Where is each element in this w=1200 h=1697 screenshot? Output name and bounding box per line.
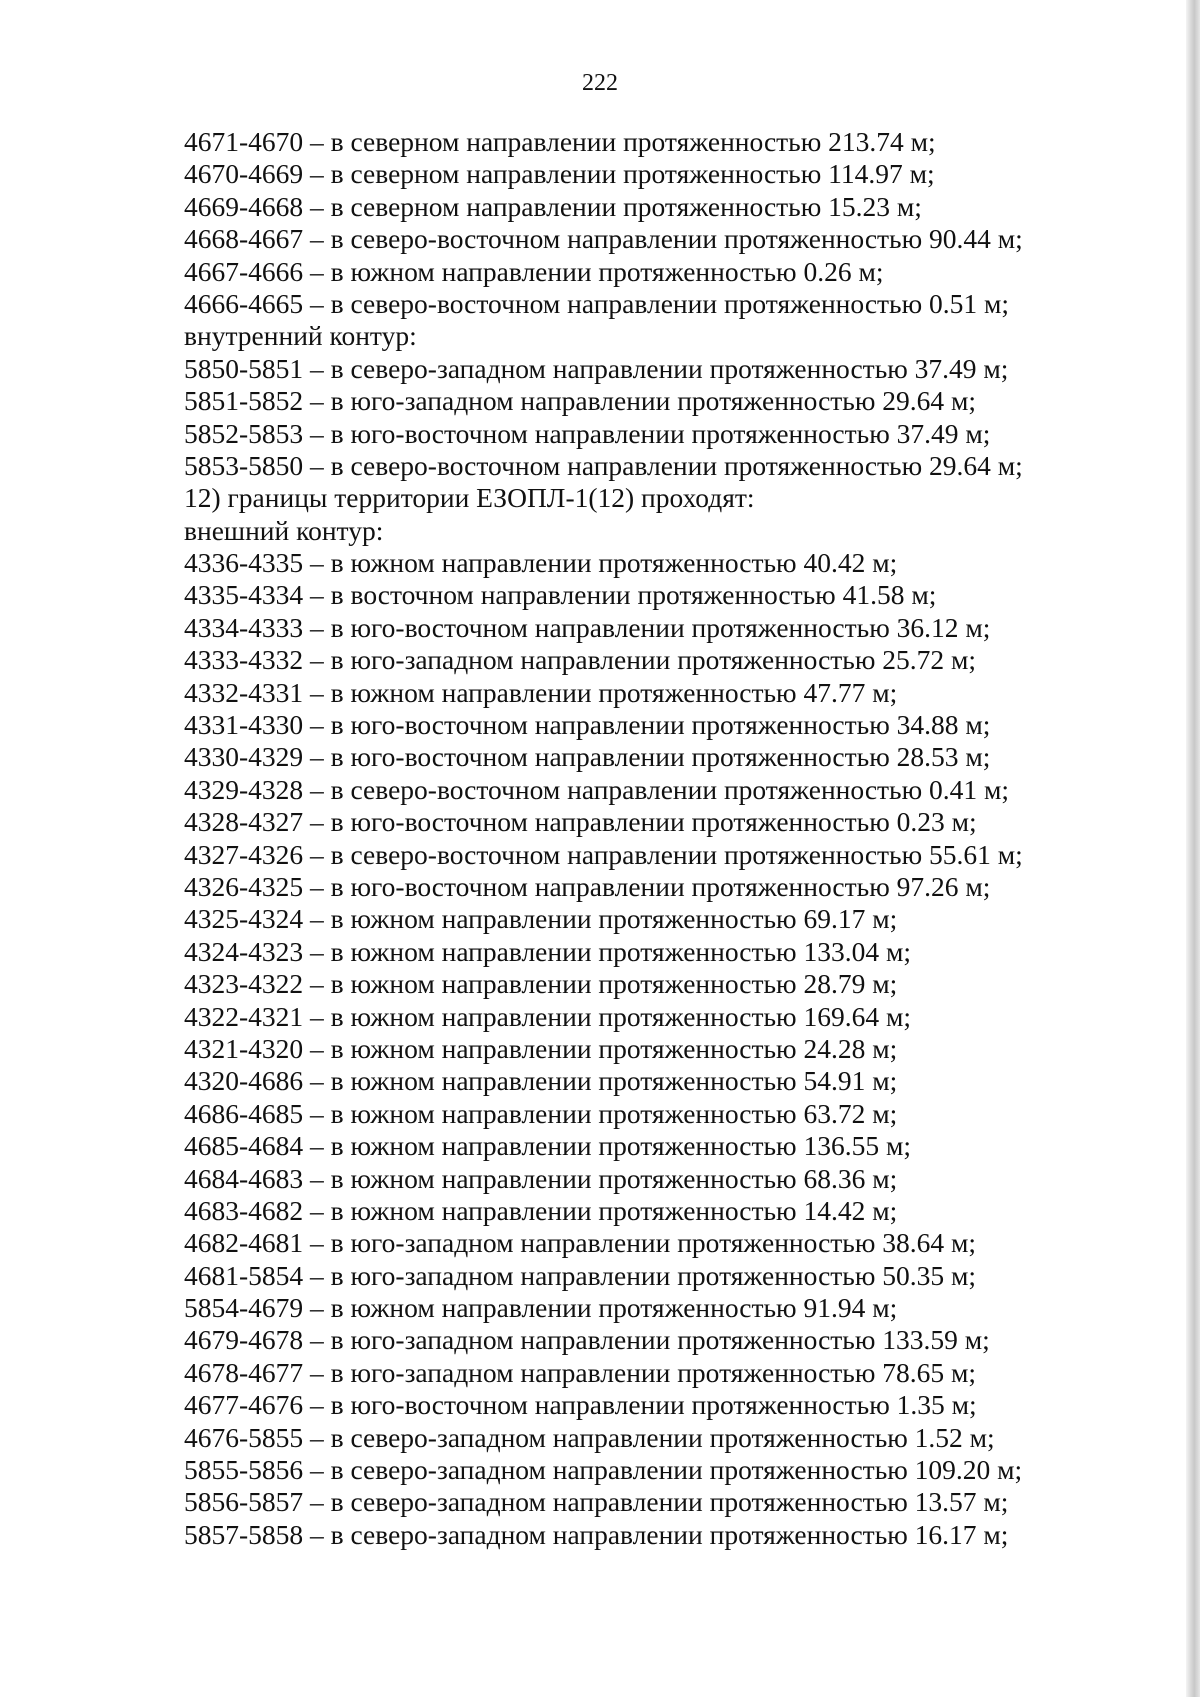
text-line: 5857-5858 – в северо-западном направлении протяженностью 16.17 м; [184,1518,1009,1550]
text-line: 4676-5855 – в северо-западном направлении протяженностью 1.52 м; [184,1421,995,1453]
text-line: 4329-4328 – в северо-восточном направлении протяженностью 0.41 м; [184,773,1010,805]
text-line: 4322-4321 – в южном направлении протяженностью 169.64 м; [184,1000,912,1032]
text-line: 4681-5854 – в юго-западном направлении протяженностью 50.35 м; [184,1259,977,1291]
text-line: 4326-4325 – в юго-восточном направлении протяженностью 97.26 м; [184,870,991,902]
text-line: 5850-5851 – в северо-западном направлении протяженностью 37.49 м; [184,352,1009,384]
text-line: 4683-4682 – в южном направлении протяженностью 14.42 м; [184,1194,898,1226]
text-line: 4668-4667 – в северо-восточном направлении протяженностью 90.44 м; [184,223,1023,255]
text-line: 4321-4320 – в южном направлении протяженностью 24.28 м; [184,1032,898,1064]
text-line: 4325-4324 – в южном направлении протяженностью 69.17 м; [184,903,898,935]
text-line: внутренний контур: [184,320,417,352]
text-line: 4328-4327 – в юго-восточном направлении протяженностью 0.23 м; [184,806,977,838]
text-line: 5855-5856 – в северо-западном направлении протяженностью 109.20 м; [184,1454,1023,1486]
text-line: 4323-4322 – в южном направлении протяженностью 28.79 м; [184,968,898,1000]
text-line: 4324-4323 – в южном направлении протяженностью 133.04 м; [184,935,912,967]
text-line: 4684-4683 – в южном направлении протяженностью 68.36 м; [184,1162,898,1194]
text-line: 4678-4677 – в юго-западном направлении протяженностью 78.65 м; [184,1356,977,1388]
text-line: 12) границы территории ЕЗОПЛ-1(12) проходят: [184,482,755,514]
text-line: 4671-4670 – в северном направлении протяженностью 213.74 м; [184,126,936,157]
text-line: 5853-5850 – в северо-восточном направлении протяженностью 29.64 м; [184,449,1023,481]
text-line: 4679-4678 – в юго-западном направлении протяженностью 133.59 м; [184,1324,990,1356]
page-number: 222 [582,70,618,96]
text-line: 4336-4335 – в южном направлении протяженностью 40.42 м; [184,547,898,579]
text-line: 5852-5853 – в юго-восточном направлении протяженностью 37.49 м; [184,417,991,449]
text-line: 4685-4684 – в южном направлении протяженностью 136.55 м; [184,1130,912,1162]
text-line: 4333-4332 – в юго-западном направлении протяженностью 25.72 м; [184,644,977,676]
text-line: 4320-4686 – в южном направлении протяженностью 54.91 м; [184,1065,898,1097]
text-line: 4682-4681 – в юго-западном направлении протяженностью 38.64 м; [184,1227,977,1259]
text-line: 4686-4685 – в южном направлении протяженностью 63.72 м; [184,1097,898,1129]
text-line: внешний контур: [184,514,384,546]
text-line: 4669-4668 – в северном направлении протяженностью 15.23 м; [184,190,922,222]
text-line: 5854-4679 – в южном направлении протяженностью 91.94 м; [184,1292,898,1324]
boundary-description-text [184,126,1064,1551]
scan-edge-shadow [1186,0,1200,1697]
text-line: 4331-4330 – в юго-восточном направлении протяженностью 34.88 м; [184,709,991,741]
text-line: 4327-4326 – в северо-восточном направлении протяженностью 55.61 м; [184,838,1023,870]
text-line: 4330-4329 – в юго-восточном направлении протяженностью 28.53 м; [184,741,991,773]
text-line: 4335-4334 – в восточном направлении протяженностью 41.58 м; [184,579,937,611]
text-line: 5856-5857 – в северо-западном направлении протяженностью 13.57 м; [184,1486,1009,1518]
text-line: 4332-4331 – в южном направлении протяженностью 47.77 м; [184,676,898,708]
text-line: 5851-5852 – в юго-западном направлении протяженностью 29.64 м; [184,385,977,417]
text-line: 4666-4665 – в северо-восточном направлении протяженностью 0.51 м; [184,287,1010,319]
text-line: 4334-4333 – в юго-восточном направлении протяженностью 36.12 м; [184,611,991,643]
text-line: 4670-4669 – в северном направлении протяженностью 114.97 м; [184,158,935,190]
text-line: 4667-4666 – в южном направлении протяженностью 0.26 м; [184,255,884,287]
text-line: 4677-4676 – в юго-восточном направлении протяженностью 1.35 м; [184,1389,977,1421]
